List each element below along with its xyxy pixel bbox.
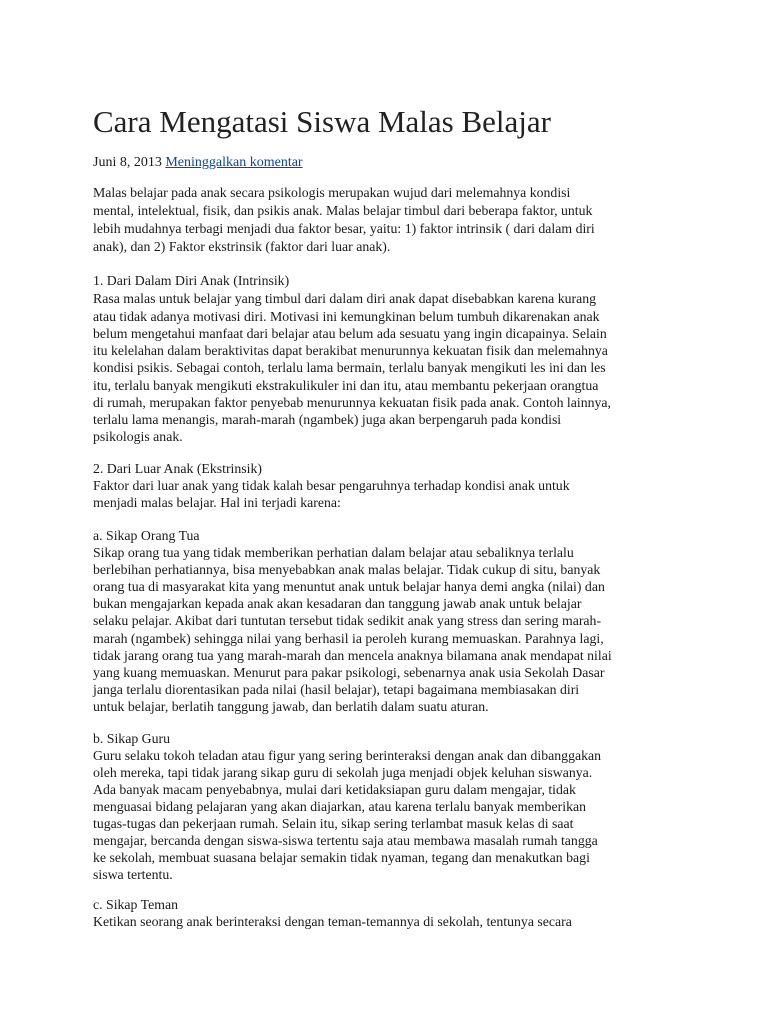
paragraph-line: menjadi malas belajar. Hal ini terjadi karena: (93, 495, 341, 510)
paragraph-line: janga terlalu diorentasikan pada nilai (hasil belajar), tetapi bagaimana membiasakan diri (93, 682, 580, 697)
paragraph-line: itu kelelahan dalam beraktivitas dapat berakibat menurunnya kekuatan fisik dan melemahnya (93, 343, 608, 358)
paragraph-line: anak), dan 2) Faktor ekstrinsik (faktor dari luar anak). (93, 239, 391, 254)
paragraph-line: Guru selaku tokoh teladan atau figur yang sering berinteraksi dengan anak dan dibanggakan (93, 748, 602, 763)
paragraph-line: siswa tertentu. (93, 867, 173, 882)
post-meta (93, 154, 303, 172)
paragraph-line: selaku pelajar. Akibat dari tuntutan tersebut tidak sedikit anak yang stress dan sering marah- (93, 613, 602, 628)
paragraph-line: atau tidak adanya motivasi diri. Motivasi ini kemungkinan belum tumbuh dikarenakan anak (93, 309, 600, 324)
paragraph-line: berlebihan perhatiannya, bisa menyebabkan anak malas belajar. Tidak cukup di situ, banyak (93, 562, 601, 577)
paragraph-line: tidak jarang orang tua yang marah-marah dan mencela anaknya bilamana anak mendapat nilai (93, 648, 612, 663)
paragraph-line: Ketikan seorang anak berinteraksi dengan teman-temannya di sekolah, tentunya secara (93, 914, 572, 929)
page-title: Cara Mengatasi Siswa Malas Belajar (93, 104, 551, 139)
paragraph-line: oleh mereka, tapi tidak jarang sikap guru di sekolah juga menjadi objek keluhan siswanya. (93, 765, 593, 780)
paragraph-line: itu, terlalu banyak mengikuti ekstrakulikuler ini dan itu, atau membantu pekerjaan orangtua (93, 378, 599, 393)
paragraph-line: psikologis anak. (93, 429, 183, 444)
paragraph-line: Sikap orang tua yang tidak memberikan perhatian dalam belajar atau sebaliknya terlalu (93, 545, 574, 560)
paragraph-line: mengajar, bercanda dengan siswa-siswa tertentu saja atau membawa masalah rumah tangga (93, 833, 598, 848)
paragraph-line: Faktor dari luar anak yang tidak kalah besar pengaruhnya terhadap kondisi anak untuk (93, 478, 570, 493)
subsection-heading: c. Sikap Teman (93, 897, 178, 912)
paragraph-line: yang kuang memuaskan. Menurut para pakar psikologi, sebenarnya anak usia Sekolah Dasar (93, 665, 605, 680)
paragraph-line: marah (ngambek) sehingga nilai yang berhasil ia peroleh kurang memuaskan. Parahnya lagi, (93, 631, 604, 646)
comment-link[interactable]: Meninggalkan komentar (165, 155, 303, 170)
paragraph-line: terlalu lama menangis, marah-marah (ngambek) juga akan berpengaruh pada kondisi (93, 412, 562, 427)
paragraph-line: Malas belajar pada anak secara psikologis merupakan wujud dari melemahnya kondisi (93, 185, 571, 200)
section-heading: 2. Dari Luar Anak (Ekstrinsik) (93, 461, 262, 476)
paragraph-line: menguasai bidang pelajaran yang akan diajarkan, atau karena terlalu banyak memberikan (93, 799, 587, 814)
paragraph-line: belum mengetahui manfaat dari belajar atau belum ada sesuatu yang ingin dicapainya. Selain (93, 326, 607, 341)
paragraph-line: ke sekolah, membuat suasana belajar semakin tidak nyaman, tegang dan menakutkan bagi (93, 850, 590, 865)
paragraph-line: untuk belajar, berlatih tanggung jawab, dan berlatih dalam suatu aturan. (93, 699, 489, 714)
paragraph-line: orang tua di masyarakat kita yang menuntut anak untuk belajar hanya demi angka (nilai) dan (93, 579, 605, 594)
paragraph-line: kondisi psikis. Sebagai contoh, terlalu lama bermain, terlalu banyak mengikuti les ini dan les (93, 360, 606, 375)
paragraph-line: Rasa malas untuk belajar yang timbul dari dalam diri anak dapat disebabkan karena kurang (93, 291, 597, 306)
paragraph-line: mental, intelektual, fisik, dan psikis anak. Malas belajar timbul dari beberapa faktor, untuk (93, 203, 593, 218)
section-heading: 1. Dari Dalam Diri Anak (Intrinsik) (93, 273, 290, 288)
paragraph-line: tugas-tugas dan pekerjaan rumah. Selain itu, sikap sering terlambat masuk kelas di saat (93, 816, 574, 831)
subsection-heading: a. Sikap Orang Tua (93, 528, 200, 543)
paragraph-line: lebih mudahnya terbagi menjadi dua faktor besar, yaitu: 1) faktor intrinsik ( dari dalam diri (93, 221, 595, 236)
paragraph-line: di rumah, merupakan faktor penyebab menurunnya kekuatan fisik pada anak. Contoh lainnya, (93, 395, 611, 410)
paragraph-line: Ada banyak macam penyebabnya, mulai dari ketidaksiapan guru dalam mengajar, tidak (93, 782, 576, 797)
post-date: Juni 8, 2013 (93, 155, 162, 170)
paragraph-line: bukan mengajarkan kepada anak akan kesadaran dan tanggung jawab anak untuk belajar (93, 596, 582, 611)
subsection-heading: b. Sikap Guru (93, 731, 171, 746)
